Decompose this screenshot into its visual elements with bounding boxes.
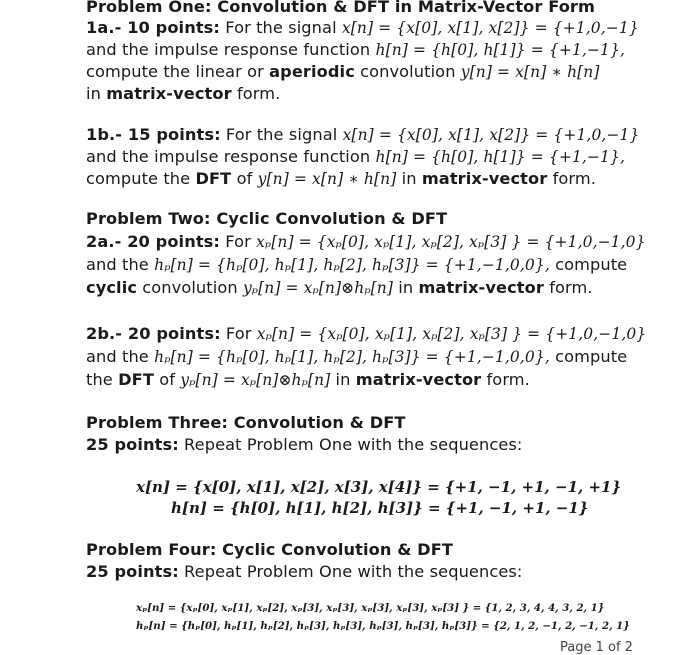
signal-xp-equation: xₚ[n] = {xₚ[0], xₚ[1], xₚ[2], xₚ[3] } = {+1,0,−1,0} (256, 325, 647, 343)
text: For the signal (219, 18, 342, 37)
impulse-hp-equation: hₚ[n] = {hₚ[0], hₚ[1], hₚ[2], hₚ[3]} = {+1,−1,0,0}, (154, 256, 550, 274)
problem-2a-line-3 (86, 277, 593, 299)
signal-x-equation: x[n] = {x[0], x[1], x[2]} = {+1,0,−1} (341, 19, 639, 37)
problem-1a-line-2 (86, 39, 625, 61)
problem-one-title: Problem One: Convolution & DFT in Matrix-Vector Form (86, 0, 595, 16)
signal-x-equation: x[n] = {x[0], x[1], x[2]} = {+1,0,−1} (342, 126, 640, 144)
problem-1b-label: 1b.- 15 points: (86, 125, 221, 144)
problem-four-xp-sequence: xₚ[n] = {xₚ[0], xₚ[1], xₚ[2], xₚ[3], xₚ[3], xₚ[3], xₚ[3], xₚ[3] } = {1, 2, 3, 4, 4, 3, 2, 1} (136, 602, 605, 614)
emphasis: matrix-vector (421, 169, 548, 188)
text: in (86, 84, 107, 103)
text: For the signal (220, 125, 343, 144)
impulse-h-equation: h[n] = {h[0], h[1]} = {+1,−1}, (375, 41, 625, 59)
problem-1b-line-3 (86, 168, 596, 190)
text: For (220, 324, 257, 343)
problem-2b-line-1 (86, 323, 646, 345)
convolution-equation: y[n] = x[n] ∗ h[n] (460, 63, 600, 81)
problem-2b-line-3 (86, 369, 530, 391)
problem-four-instruction (86, 561, 523, 583)
text: Repeat Problem One with the sequences: (178, 562, 523, 581)
emphasis: DFT (195, 169, 232, 188)
text: the (86, 370, 119, 389)
problem-1a-line-4 (86, 83, 280, 105)
problem-2b-label: 2b.- 20 points: (86, 324, 221, 343)
text: compute (549, 255, 628, 274)
text: and the impulse response function (86, 40, 376, 59)
problem-four-hp-sequence: hₚ[n] = {hₚ[0], hₚ[1], hₚ[2], hₚ[3], hₚ[3], hₚ[3], hₚ[3], hₚ[3]} = {2, 1, 2, −1, 2, −1, 2, 1} (136, 620, 630, 632)
emphasis: matrix-vector (355, 370, 482, 389)
text: form. (231, 84, 281, 103)
text: form. (543, 278, 593, 297)
impulse-hp-equation: hₚ[n] = {hₚ[0], hₚ[1], hₚ[2], hₚ[3]} = {+1,−1,0,0}, (154, 348, 550, 366)
problem-2b-line-2 (86, 346, 627, 368)
text: in (330, 370, 356, 389)
text: in (396, 169, 422, 188)
problem-three-instruction (86, 434, 523, 456)
problem-1a-line-1 (86, 17, 639, 39)
text: form. (547, 169, 596, 188)
problem-three-x-sequence: x[n] = {x[0], x[1], x[2], x[3], x[4]} = {+1, −1, +1, −1, +1} (136, 478, 622, 496)
problem-2a-label: 2a.- 20 points: (86, 232, 220, 251)
text: compute the (86, 169, 196, 188)
cyclic-convolution-equation: yₚ[n] = xₚ[n]⊗hₚ[n] (180, 371, 331, 389)
text: For (219, 232, 257, 251)
points-label: 25 points: (86, 435, 179, 454)
problem-1b-line-2 (86, 146, 625, 168)
text: of (153, 370, 181, 389)
emphasis: matrix-vector (418, 278, 544, 297)
text: of (231, 169, 258, 188)
emphasis: matrix-vector (106, 84, 232, 103)
text: form. (481, 370, 530, 389)
problem-1a-label: 1a.- 10 points: (86, 18, 220, 37)
signal-xp-equation: xₚ[n] = {xₚ[0], xₚ[1], xₚ[2], xₚ[3] } = {+1,0,−1,0} (256, 233, 646, 251)
impulse-h-equation: h[n] = {h[0], h[1]} = {+1,−1}, (375, 148, 625, 166)
text: convolution (137, 278, 243, 297)
text: in (393, 278, 419, 297)
text: and the (86, 347, 155, 366)
points-label: 25 points: (86, 562, 179, 581)
problem-three-title: Problem Three: Convolution & DFT (86, 413, 406, 432)
text: and the impulse response function (86, 147, 376, 166)
text: compute (549, 347, 628, 366)
problem-2a-line-2 (86, 254, 627, 276)
problem-2a-line-1 (86, 231, 646, 253)
problem-three-h-sequence: h[n] = {h[0], h[1], h[2], h[3]} = {+1, −1, +1, −1} (171, 499, 589, 517)
text: compute the linear or (86, 62, 270, 81)
problem-four-title: Problem Four: Cyclic Convolution & DFT (86, 540, 454, 559)
text: Repeat Problem One with the sequences: (178, 435, 523, 454)
text: convolution (354, 62, 461, 81)
page-number: Page 1 of 2 (560, 640, 633, 655)
problem-1b-line-1 (86, 124, 639, 146)
problem-1a-line-3 (86, 61, 600, 83)
emphasis: cyclic (86, 278, 138, 297)
problem-two-title: Problem Two: Cyclic Convolution & DFT (86, 209, 448, 228)
emphasis: DFT (118, 370, 154, 389)
convolution-equation: y[n] = x[n] ∗ h[n] (257, 170, 397, 188)
cyclic-convolution-equation: yₚ[n] = xₚ[n]⊗hₚ[n] (242, 279, 393, 297)
text: and the (86, 255, 155, 274)
emphasis: aperiodic (269, 62, 355, 81)
